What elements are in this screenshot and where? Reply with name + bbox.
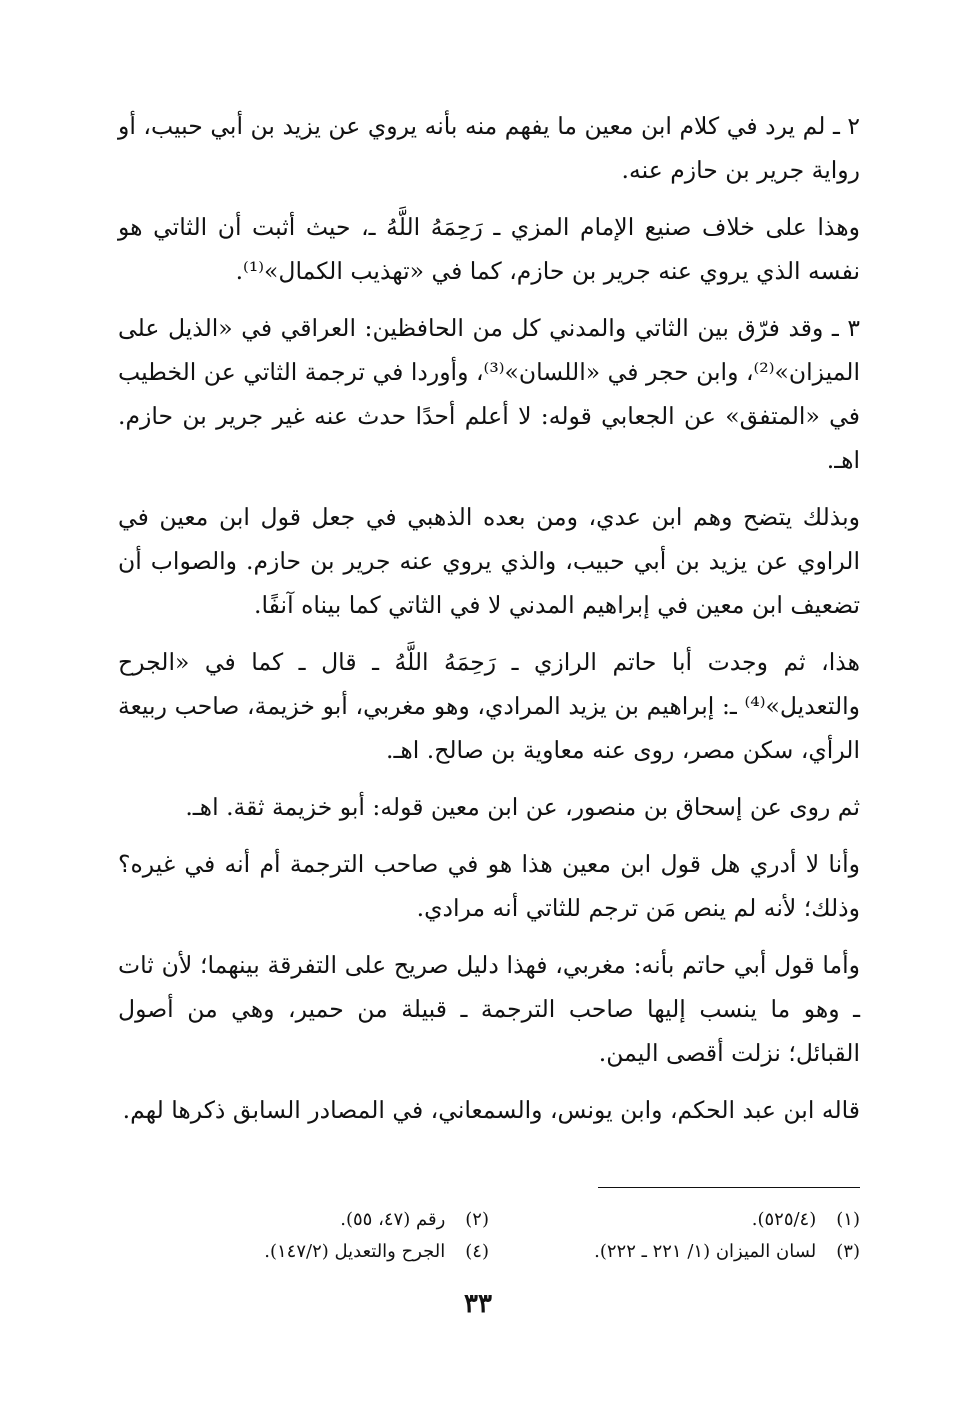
footnote-text: الجرح والتعديل (١٤٧/٢).	[264, 1241, 446, 1262]
footnote-4	[118, 1238, 489, 1266]
paragraph-9: قاله ابن عبد الحكم، وابن يونس، والسمعاني، في المصادر السابق ذكرها لهم.	[122, 1096, 860, 1124]
paragraph-4: وبذلك يتضح وهم ابن عدي، ومن بعده الذهبي في جعل قول ابن معين في الراوي عن يزيد بن أبي حبيب، والذي يروي عنه جرير بن حازم. والصواب أن تضعيف ابن معين في إبراهيم المدني لا في الثاتي كما بيناه آنفًا.	[118, 503, 860, 619]
page-number: ٣٣	[464, 1289, 492, 1319]
footnote-text: رقم (٤٧، ٥٥).	[340, 1209, 446, 1230]
paragraph-3: ٣ ـ وقد فرّق بين الثاتي والمدني كل من الحافظين: العراقي في «الذيل على الميزان»⁽²⁾، وابن حجر في «اللسان»⁽³⁾، وأوردا في ترجمة الثاتي عن الخطيب في «المتفق» عن الجعابي قوله: لا أعلم أحدًا حدث عنه غير جرير بن حازم. اهـ.	[118, 314, 860, 474]
footnote-text: (٥٢٥/٤).	[751, 1209, 817, 1230]
footnote-number: (٣)	[836, 1241, 860, 1262]
paragraph-8: وأما قول أبي حاتم بأنه: مغربي، فهذا دليل صريح على التفرقة بينهما؛ لأن ثات ـ وهو ما ينسب إليها صاحب الترجمة ـ قبيلة من حمير، وهي من أصول القبائل؛ نزلت أقصى اليمن.	[118, 951, 860, 1067]
footnotes	[118, 1206, 860, 1266]
footnote-text: لسان الميزان (١/ ٢٢١ ـ ٢٢٢).	[594, 1241, 817, 1262]
paragraph-1: ٢ ـ لم يرد في كلام ابن معين ما يفهم منه بأنه يروي عن يزيد بن أبي حبيب، أو رواية جرير بن حازم عنه.	[118, 112, 860, 184]
footnote-1	[489, 1206, 860, 1234]
paragraph-5: هذا، ثم وجدت أبا حاتم الرازي ـ رَحِمَهُ اللَّهُ ـ قال ـ كما في «الجرح والتعديل»⁽⁴⁾ ـ: إبراهيم بن يزيد المرادي، وهو مغربي، أبو خزيمة، صاحب ربيعة الرأي، سكن مصر، روى عنه معاوية بن صالح. اهـ.	[118, 648, 860, 764]
paragraph-7: وأنا لا أدري هل قول ابن معين هذا هو في صاحب الترجمة أم أنه في غيره؟ وذلك؛ لأنه لم ينص مَن ترجم للثاتي أنه مرادي.	[118, 850, 860, 922]
paragraph-6: ثم روى عن إسحاق بن منصور، عن ابن معين قوله: أبو خزيمة ثقة. اهـ.	[185, 793, 860, 821]
footnote-divider	[598, 1187, 860, 1188]
paragraph-2: وهذا على خلاف صنيع الإمام المزي ـ رَحِمَهُ اللَّهُ ـ، حيث أثبت أن الثاتي هو نفسه الذي يروي عنه جرير بن حازم، كما في «تهذيب الكمال»⁽¹⁾.	[118, 213, 860, 285]
footnote-number: (١)	[836, 1209, 860, 1230]
main-text	[118, 104, 860, 1145]
footnote-number: (٢)	[465, 1209, 489, 1230]
footnote-2	[118, 1206, 489, 1234]
footnote-number: (٤)	[465, 1241, 489, 1262]
footnote-3	[489, 1238, 860, 1266]
